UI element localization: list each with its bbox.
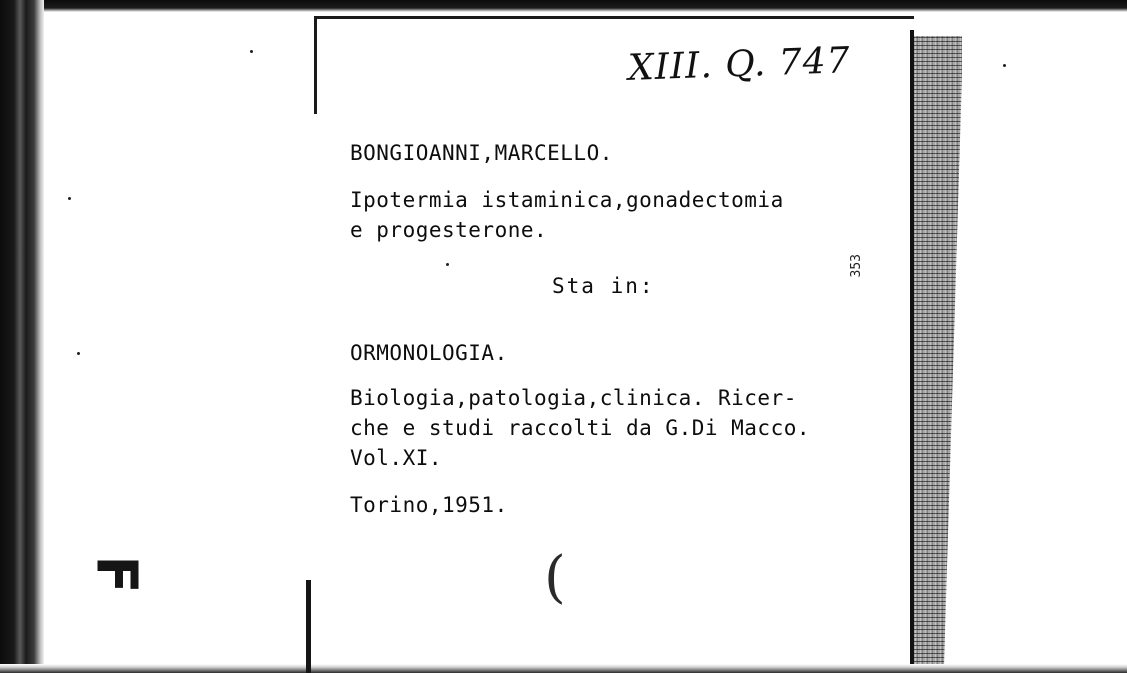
scan-speck — [446, 263, 449, 266]
scan-speck — [250, 50, 253, 53]
bracket-mark: ( — [544, 545, 566, 610]
work-title — [350, 185, 784, 245]
corner-letter-mark: F — [83, 555, 149, 594]
margin-number: 353 — [849, 254, 864, 278]
host-description — [350, 383, 810, 473]
host-description-line: che e studi raccolti da G.Di Macco. — [350, 416, 811, 440]
imprint: Torino,1951. — [350, 493, 508, 517]
card-right-border — [910, 30, 914, 673]
host-description-line: Vol.XI. — [350, 446, 443, 470]
work-title-line: e progesterone. — [350, 218, 548, 242]
work-title-line: Ipotermia istaminica,gonadectomia — [350, 188, 784, 212]
scan-speck — [77, 352, 80, 355]
scan-speck — [68, 197, 71, 200]
host-description-line: Biologia,patologia,clinica. Ricer- — [350, 386, 797, 410]
host-title: ORMONOLOGIA. — [350, 341, 508, 365]
scan-right-shadow — [914, 36, 962, 673]
card-left-border-lower — [306, 580, 311, 673]
scan-left-edge — [0, 0, 44, 673]
card-left-border — [314, 16, 317, 114]
card-top-border — [316, 16, 914, 19]
scan-bottom-edge — [0, 664, 1127, 673]
scan-speck — [1003, 64, 1006, 67]
handwritten-shelfmark: XIII. Q. 747 — [627, 40, 852, 89]
author-heading: BONGIOANNI,MARCELLO. — [350, 141, 613, 165]
sta-in-label: Sta in: — [552, 274, 655, 298]
scan-top-edge — [0, 0, 1127, 12]
